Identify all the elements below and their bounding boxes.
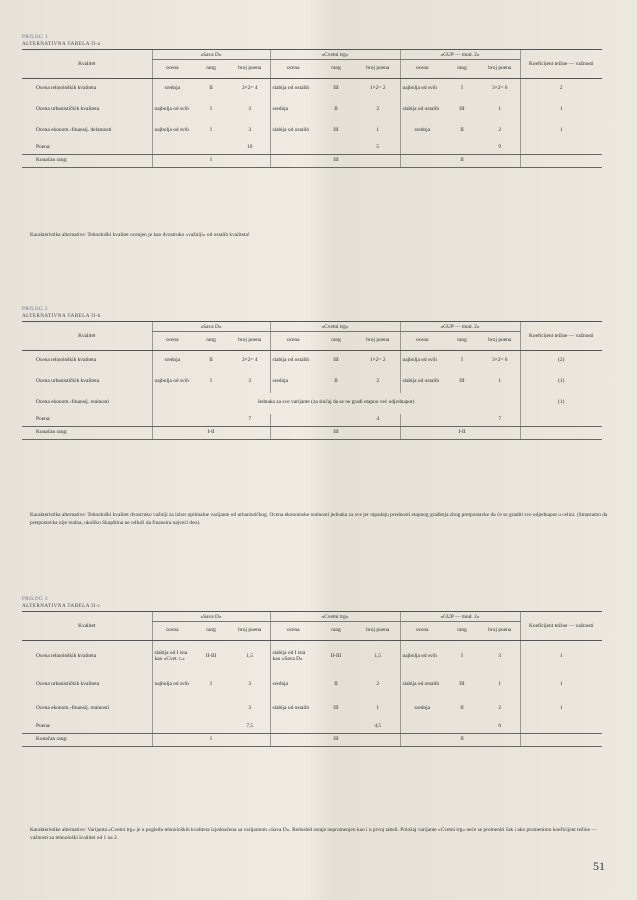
cell: 2 <box>376 680 380 687</box>
subcol-ocena: ocena <box>152 332 192 351</box>
alternative-table-IIc <box>22 611 602 747</box>
row-label: Ocena urbanističkih kvaliteta <box>36 106 100 113</box>
subcol-broj: broj poena <box>230 60 270 79</box>
cell: III <box>316 427 356 440</box>
cell: srednja <box>270 372 316 393</box>
cell: srednja <box>400 697 444 721</box>
subcol-rang: rang <box>192 332 230 351</box>
cell: I <box>192 155 230 168</box>
subcol-rang: rang <box>444 332 480 351</box>
cell: srednja <box>270 673 316 697</box>
cell: II <box>460 704 464 711</box>
cell: srednja <box>270 100 316 121</box>
cell: srednja <box>152 351 192 372</box>
row-label: Ocena tehnoloških kvaliteta <box>36 357 97 364</box>
poena-row <box>22 414 602 427</box>
cell: 4 <box>356 414 400 427</box>
poena-row <box>22 142 602 155</box>
cell: I-II <box>444 427 480 440</box>
cell: 6 <box>480 721 520 734</box>
cell: najbolja od svih <box>400 79 444 100</box>
cell: II <box>334 378 338 385</box>
col-sava: »Sava D« <box>152 322 270 332</box>
cell: 7 <box>230 414 270 427</box>
cell: II <box>444 734 480 747</box>
cell: III <box>333 357 339 364</box>
row-label: Konačan rang: <box>22 155 152 168</box>
cell: III <box>316 155 356 168</box>
subcol-broj: broj poena <box>230 622 270 641</box>
col-gup: »GUP — mod. 2« <box>400 50 520 60</box>
table-row <box>22 372 602 393</box>
cell: 1 <box>376 127 380 134</box>
cell: I <box>192 734 230 747</box>
subcol-ocena: ocena <box>270 622 316 641</box>
subcol-rang: rang <box>444 60 480 79</box>
row-label: Poena: <box>22 721 152 734</box>
table-note: Karakteristika alternative: Tehnološki kvalitet dvostruko važniji za izbor optimalne varijante od urbanističkog. Ocena ekonomske realnosti jednaka za sve jer otpadaju prednosti etapnog građenja zbog pretpostavke da će se graditi sve odjednaput u celini. (Smatramo da pretpostavka nije realna, ukoliko Skupština ne odluči da finansira najveći deo). <box>30 512 608 526</box>
cell: 2 <box>520 79 602 100</box>
cell: 5 <box>356 142 400 155</box>
cell: II <box>334 680 338 687</box>
cell: III <box>333 127 339 134</box>
cell: 1 <box>498 106 502 113</box>
table-row <box>22 697 602 721</box>
cell: 9 <box>480 142 520 155</box>
row-label: Ocena tehnoloških kvaliteta <box>36 85 97 92</box>
cell: I <box>210 106 212 113</box>
subcol-ocena: ocena <box>152 60 192 79</box>
table-note: Karakteristike alternative: Varijanta »Cvetni trg« je u pogledu tehnoloških kvaliteta izjednačena sa varijantom »Sava D«. Redosled ostaje nepromenjen kao i u prvoj tabeli. Položaj varijante »Cvetni trg« neće se promeniti čak i ako promenimo koeficijent težine — važnosti za tehnološki kvalitet od 1 na 2. <box>30 827 597 841</box>
cell: srednja <box>400 121 444 142</box>
cell: I <box>461 652 463 659</box>
cell: 3 <box>248 378 252 385</box>
row-label: Poena: <box>22 414 152 427</box>
cell: 3 <box>248 680 252 687</box>
cell: 1 <box>520 697 602 721</box>
cell: (2) <box>520 351 602 372</box>
cell: (1) <box>520 393 602 414</box>
table-title: ALTERNATIVNA TABELA II-a <box>22 40 101 47</box>
row-label: Ocena tehnoloških kvaliteta <box>36 652 97 659</box>
cell: 1 <box>520 100 602 121</box>
col-cvetni: »Cvetni trg« <box>270 322 400 332</box>
table-row <box>22 393 602 414</box>
table-row <box>22 79 602 100</box>
subcol-broj: broj poena <box>356 332 400 351</box>
cell: slabija od ostalih <box>400 100 444 121</box>
row-label: Ocena urbanističkih kvaliteta <box>36 378 100 385</box>
subcol-rang: rang <box>316 622 356 641</box>
subcol-ocena: ocena <box>270 60 316 79</box>
cell <box>152 697 192 721</box>
col-kvalitet: Kvalitet <box>22 50 152 79</box>
subcol-ocena: ocena <box>400 622 444 641</box>
page-number: 51 <box>593 859 605 873</box>
row-label: Poena: <box>22 142 152 155</box>
cell: I <box>461 85 463 92</box>
table-row <box>22 673 602 697</box>
cell: I <box>210 127 212 134</box>
cell: 2 <box>498 704 502 711</box>
rang-row <box>22 734 602 747</box>
cell: 1,5 <box>374 652 382 659</box>
cell: slabija od ostalih <box>270 121 316 142</box>
subcol-ocena: ocena <box>270 332 316 351</box>
prilog-2-section <box>22 306 602 440</box>
cell: 1 <box>376 704 380 711</box>
cell: 1,5 <box>246 652 254 659</box>
cell: slabija od ostalih <box>400 372 444 393</box>
row-label: Konačan rang: <box>22 734 152 747</box>
cell: III <box>333 85 339 92</box>
row-label: Ocena ekonom.-finansij. realnosti <box>36 704 110 711</box>
subcol-broj: broj poena <box>480 332 520 351</box>
cell: 1 <box>520 641 602 673</box>
table-row <box>22 100 602 121</box>
col-cvetni: »Cvetni trg« <box>270 612 400 622</box>
cell: 2×2= 4 <box>241 357 258 364</box>
cell: III <box>316 734 356 747</box>
col-sava: »Sava D« <box>152 50 270 60</box>
cell: II-III <box>330 652 342 659</box>
cell: 1 <box>520 673 602 697</box>
row-label: Ocena ekonom.-finansij. delatnosti <box>36 127 112 134</box>
subcol-rang: rang <box>316 60 356 79</box>
subcol-broj: broj poena <box>480 60 520 79</box>
subcol-broj: broj poena <box>480 622 520 641</box>
cell: III <box>459 378 465 385</box>
cell: najbolja od svih <box>400 641 444 673</box>
prilog-heading: PRILOG 2 <box>22 306 48 312</box>
col-koef: Koeficijent težine — važnosti <box>520 322 602 351</box>
cell: III <box>459 680 465 687</box>
subcol-broj: broj poena <box>356 60 400 79</box>
cell: 1 <box>520 121 602 142</box>
cell: 2 <box>498 127 502 134</box>
table-row <box>22 641 602 673</box>
cell: 3×2= 6 <box>491 357 508 364</box>
subcol-rang: rang <box>192 60 230 79</box>
col-koef: Koeficijent težine — važnosti <box>520 50 602 79</box>
alternative-table-IIb <box>22 321 602 440</box>
cell <box>192 697 230 721</box>
table-row <box>22 351 602 372</box>
cell: 2×2= 4 <box>241 85 258 92</box>
rang-row <box>22 427 602 440</box>
cell: I <box>461 357 463 364</box>
cell: najbolja od svih <box>152 372 192 393</box>
subcol-ocena: ocena <box>400 60 444 79</box>
prilog-3-section <box>22 596 602 747</box>
cell: 3 <box>248 704 252 711</box>
cell: 3×2= 6 <box>491 85 508 92</box>
cell: I <box>210 378 212 385</box>
cell: II <box>460 127 464 134</box>
subcol-rang: rang <box>316 332 356 351</box>
cell: 2 <box>376 106 380 113</box>
table-title: ALTERNATIVNA TABELA II-b <box>22 312 101 319</box>
row-label: Ocena ekonom.-finansij. realnosti <box>36 399 110 406</box>
cell: slabija od I ista kao »Cvet. t.« <box>152 641 192 673</box>
cell: 1×2= 2 <box>369 85 386 92</box>
subcol-rang: rang <box>444 622 480 641</box>
merged-cell: Jednaka za sve varijante (za slučaj da se ne gradi etapno već odjednaput) <box>152 393 520 414</box>
col-koef: Koeficijent težine — važnosti <box>520 612 602 641</box>
cell: III <box>459 106 465 113</box>
cell: II <box>209 85 213 92</box>
subcol-rang: rang <box>192 622 230 641</box>
row-label: Ocena urbanističkih kvaliteta <box>36 680 100 687</box>
col-gup: »GUP — mod. 2« <box>400 612 520 622</box>
cell: II <box>334 106 338 113</box>
table-row <box>22 121 602 142</box>
poena-row <box>22 721 602 734</box>
cell: II <box>444 155 480 168</box>
cell: najbolja od svih <box>152 673 192 697</box>
cell: II-III <box>205 652 217 659</box>
alternative-table-IIa <box>22 49 602 168</box>
cell: slabija od ostalih <box>270 79 316 100</box>
col-sava: »Sava D« <box>152 612 270 622</box>
rang-row <box>22 155 602 168</box>
cell: I-II <box>192 427 230 440</box>
cell: 3 <box>248 106 252 113</box>
cell: slabija od ostalih <box>270 351 316 372</box>
cell: 2 <box>376 378 380 385</box>
cell: 7,5 <box>230 721 270 734</box>
subcol-broj: broj poena <box>230 332 270 351</box>
col-kvalitet: Kvalitet <box>22 612 152 641</box>
prilog-heading: PRILOG 1 <box>22 34 48 40</box>
cell: najbolja od svih <box>400 351 444 372</box>
cell: I <box>210 680 212 687</box>
cell: 1 <box>498 680 502 687</box>
table-note: Karakteristika alternative: Tehnološki kvalitet ocenjen je kao dvostruko »važniji« od ostalih kvaliteta! <box>30 232 250 238</box>
subcol-ocena: ocena <box>152 622 192 641</box>
prilog-heading: PRILOG 3 <box>22 596 48 602</box>
prilog-1-section <box>22 34 602 168</box>
cell: III <box>333 704 339 711</box>
col-gup: »GUP — mod. 2« <box>400 322 520 332</box>
cell: slabija od I ista kao »Sava D« <box>270 641 316 673</box>
cell: II <box>209 357 213 364</box>
cell: 7 <box>480 414 520 427</box>
cell: (1) <box>520 372 602 393</box>
subcol-ocena: ocena <box>400 332 444 351</box>
cell: 4,5 <box>356 721 400 734</box>
subcol-broj: broj poena <box>356 622 400 641</box>
row-label: Konačan rang: <box>22 427 152 440</box>
cell: 1 <box>498 378 502 385</box>
cell: slabija od ostalih <box>400 673 444 697</box>
cell: 1×2= 2 <box>369 357 386 364</box>
cell: srednja <box>152 79 192 100</box>
cell: 3 <box>498 652 502 659</box>
col-cvetni: »Cvetni trg« <box>270 50 400 60</box>
cell: 10 <box>230 142 270 155</box>
col-kvalitet: Kvalitet <box>22 322 152 351</box>
cell: 3 <box>248 127 252 134</box>
table-title: ALTERNATIVNA TABELA II-c <box>22 602 101 609</box>
cell: najbolja od svih <box>152 100 192 121</box>
cell: najbolja od svih <box>152 121 192 142</box>
cell: slabija od ostalih <box>270 697 316 721</box>
